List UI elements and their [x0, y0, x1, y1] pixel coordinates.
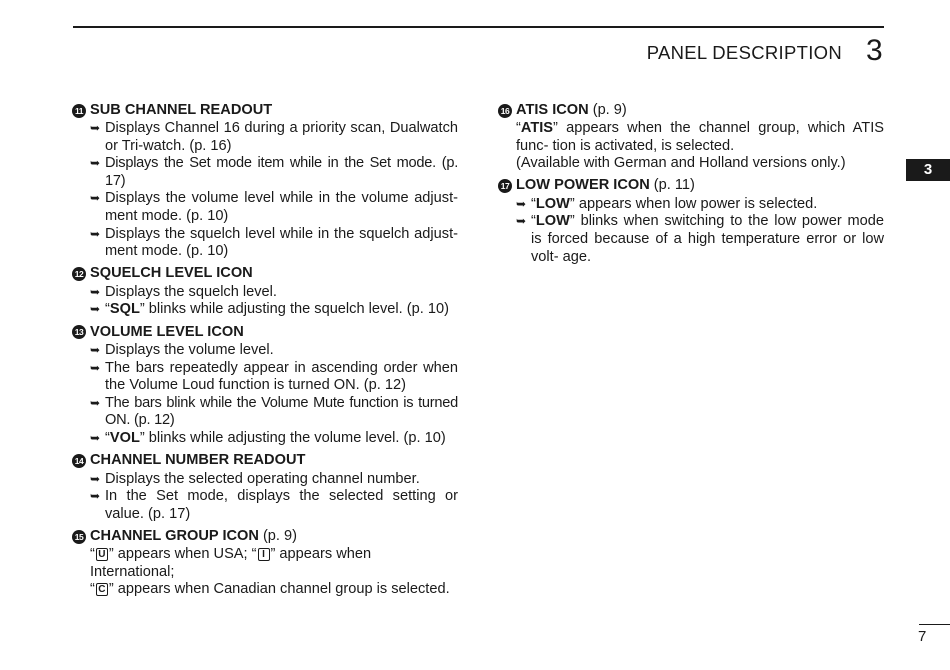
- section-heading: [72, 265, 458, 284]
- list-item: ➥ Displays the Set mode item while in the Set mode. (p. 17): [90, 155, 458, 189]
- usa-channel-icon: U: [96, 548, 108, 561]
- left-column: [72, 101, 458, 603]
- paragraph: (Available with German and Holland versions only.): [516, 155, 846, 172]
- list-item: ➥ Displays Channel 16 during a priority scan, Dualwatch or Tri-watch. (p. 16): [90, 120, 458, 154]
- section-title: CHANNEL GROUP ICON: [90, 527, 259, 544]
- section-title: SQUELCH LEVEL ICON: [90, 265, 253, 282]
- section-channel-number-readout: [72, 452, 458, 524]
- page-number: 7: [918, 628, 927, 645]
- right-arrow-icon: ➥: [90, 489, 101, 504]
- list-item: ➥ Displays the volume level while in the volume adjust- ment mode. (p. 10): [90, 190, 458, 224]
- right-arrow-icon: ➥: [90, 284, 101, 299]
- right-arrow-icon: ➥: [90, 360, 101, 375]
- list-item: ➥ The bars repeatedly appear in ascending order when the Volume Loud function is turned ON. (p. 12): [90, 359, 458, 394]
- circled-number-icon: 13: [72, 325, 86, 339]
- right-arrow-icon: ➥: [90, 302, 101, 317]
- section-sub-channel-readout: [72, 101, 458, 261]
- right-arrow-icon: ➥: [516, 196, 527, 211]
- footer-rule: [919, 624, 950, 625]
- section-squelch-level-icon: [72, 265, 458, 319]
- list-item: ➥ “LOW” appears when low power is selected.: [516, 195, 818, 212]
- list-item: ➥ In the Set mode, displays the selected setting or value. (p. 17): [90, 488, 458, 522]
- right-arrow-icon: ➥: [90, 430, 101, 445]
- right-column: [498, 101, 884, 270]
- list-item: ➥ “SQL” blinks while adjusting the squelch level. (p. 10): [90, 301, 449, 318]
- right-arrow-icon: ➥: [90, 395, 100, 410]
- circled-number-icon: 14: [72, 454, 86, 468]
- section-title: ATIS ICON: [516, 101, 589, 118]
- paragraph: “ATIS” appears when the channel group, which ATIS func- tion is activated, is selected.: [516, 120, 884, 154]
- list-item: ➥ Displays the volume level.: [90, 341, 274, 358]
- circled-number-icon: 11: [72, 104, 86, 118]
- circled-number-icon: 12: [72, 267, 86, 281]
- top-rule: [73, 26, 884, 28]
- page-reference: (p. 11): [653, 177, 695, 194]
- section-title: CHANNEL NUMBER READOUT: [90, 452, 306, 469]
- circled-number-icon: 16: [498, 104, 512, 118]
- page-reference: (p. 9): [262, 527, 297, 544]
- section-atis-icon: [498, 101, 884, 173]
- section-heading: [72, 527, 458, 546]
- section-heading: [72, 452, 458, 471]
- canadian-channel-icon: C: [96, 583, 108, 596]
- chapter-number: 3: [866, 34, 883, 67]
- section-heading: [498, 101, 884, 120]
- circled-number-icon: 17: [498, 179, 512, 193]
- section-heading: [72, 323, 458, 342]
- page-title: PANEL DESCRIPTION: [646, 42, 842, 63]
- list-item: ➥ The bars blink while the Volume Mute function is turned ON. (p. 12): [90, 394, 458, 429]
- right-arrow-icon: ➥: [90, 471, 101, 486]
- section-low-power-icon: [498, 177, 884, 266]
- section-title: VOLUME LEVEL ICON: [90, 323, 244, 340]
- right-arrow-icon: ➥: [90, 156, 100, 171]
- section-title: SUB CHANNEL READOUT: [90, 101, 273, 118]
- right-arrow-icon: ➥: [516, 214, 527, 229]
- list-item: ➥ Displays the selected operating channel number.: [90, 470, 420, 487]
- section-title: LOW POWER ICON: [516, 177, 650, 194]
- list-item: ➥ Displays the squelch level.: [90, 283, 277, 300]
- section-heading: [498, 177, 884, 196]
- list-item: ➥ Displays the squelch level while in the squelch adjust- ment mode. (p. 10): [90, 225, 458, 260]
- section-volume-level-icon: [72, 323, 458, 448]
- paragraph: “ C ” appears when Canadian channel group is selected.: [90, 581, 450, 598]
- right-arrow-icon: ➥: [90, 121, 101, 135]
- page-reference: (p. 9): [592, 101, 627, 118]
- chapter-tab[interactable]: 3: [906, 159, 950, 181]
- right-arrow-icon: ➥: [90, 226, 101, 241]
- right-arrow-icon: ➥: [90, 342, 101, 357]
- section-heading: [72, 101, 458, 120]
- paragraph: “ U ” appears when USA; “ I ” appears when International;: [90, 546, 372, 580]
- list-item: ➥ “VOL” blinks while adjusting the volume level. (p. 10): [90, 429, 446, 446]
- list-item: ➥ “LOW” blinks when switching to the low power mode is forced because of a high temperature error or low volt- age.: [516, 213, 884, 265]
- international-channel-icon: I: [258, 548, 270, 561]
- section-channel-group-icon: [72, 527, 458, 599]
- circled-number-icon: 15: [72, 530, 86, 544]
- right-arrow-icon: ➥: [90, 191, 101, 206]
